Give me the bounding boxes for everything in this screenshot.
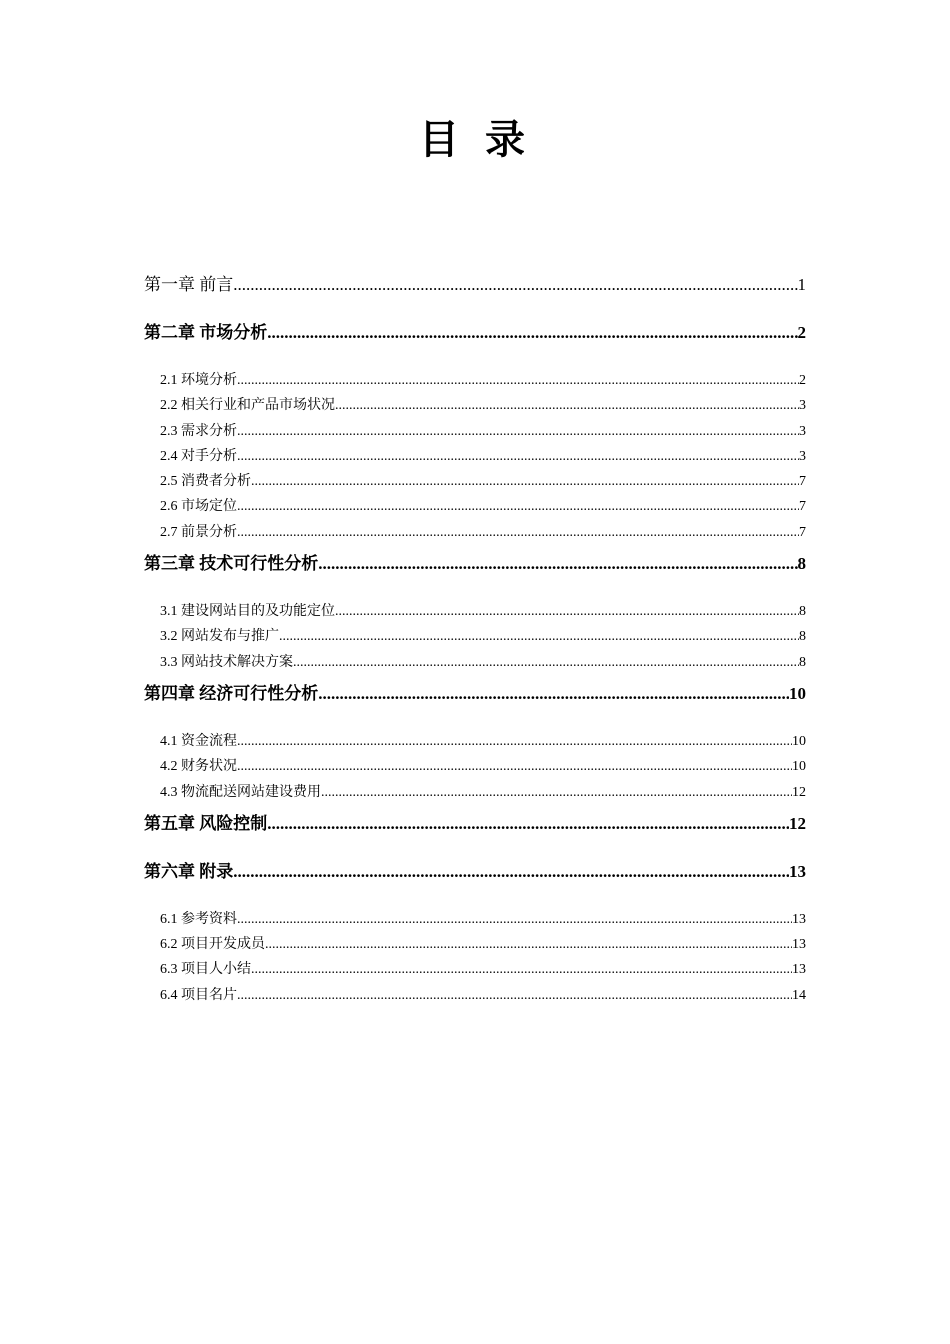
toc-page-number: 3 (799, 398, 806, 414)
toc-page-number: 13 (792, 937, 806, 953)
toc-entry-label: 3.2 网站发布与推广 (160, 629, 279, 645)
toc-entry-label: 4.2 财务状况 (160, 759, 237, 775)
toc-entry-label: 第二章 市场分析 (144, 323, 268, 342)
toc-section-2-6[interactable] (144, 494, 806, 519)
toc-page-number: 10 (792, 733, 806, 749)
toc-section-4-1[interactable] (144, 729, 806, 754)
toc-page-number: 13 (789, 861, 806, 881)
toc-entry-label: 2.4 对手分析 (160, 448, 237, 464)
toc-page-number: 8 (799, 654, 806, 670)
toc-section-2-1[interactable] (144, 368, 806, 393)
toc-page-number: 2 (797, 323, 806, 342)
dot-leader (321, 780, 792, 805)
toc-section-4-3[interactable] (144, 780, 806, 805)
toc-section-3-1[interactable] (144, 599, 806, 624)
toc-section-3-3[interactable] (144, 650, 806, 675)
dot-leader (279, 624, 799, 649)
toc-section-3-2[interactable] (144, 624, 806, 649)
toc-entry-label: 第一章 前言 (144, 275, 234, 294)
toc-entry-label: 6.4 项目名片 (160, 987, 237, 1003)
toc-entry-label: 2.3 需求分析 (160, 423, 237, 439)
toc-page-number: 7 (799, 524, 806, 540)
toc-entry-label: 第四章 经济可行性分析 (144, 683, 319, 703)
toc-section-2-2[interactable] (144, 393, 806, 418)
toc-page-number: 7 (799, 474, 806, 490)
toc-page-number: 1 (797, 275, 806, 294)
toc-page-number: 8 (799, 604, 806, 620)
toc-chapter-6[interactable] (144, 853, 806, 891)
toc-page-number: 14 (792, 987, 806, 1003)
toc-section-6-2[interactable] (144, 932, 806, 957)
toc-chapter-5[interactable] (144, 805, 806, 843)
toc-page-number: 12 (792, 784, 806, 800)
dot-leader (335, 393, 799, 418)
dot-leader (251, 469, 799, 494)
dot-leader (335, 599, 799, 624)
toc-page-number: 3 (799, 423, 806, 439)
toc-page-number: 13 (792, 911, 806, 927)
toc-section-2-4[interactable] (144, 444, 806, 469)
toc-page-number: 7 (799, 499, 806, 515)
dot-leader (237, 444, 799, 469)
dot-leader (237, 520, 799, 545)
dot-leader (318, 545, 797, 583)
dot-leader (318, 675, 789, 713)
toc-section-4-2[interactable] (144, 754, 806, 779)
toc-entry-label: 2.6 市场定位 (160, 499, 237, 515)
table-of-contents (144, 266, 806, 1008)
toc-entry-label: 6.2 项目开发成员 (160, 937, 265, 953)
toc-entry-label: 4.1 资金流程 (160, 733, 237, 749)
toc-chapter-2[interactable] (144, 314, 806, 352)
toc-entry-label: 2.2 相关行业和产品市场状况 (160, 398, 335, 414)
toc-page-number: 8 (797, 554, 806, 574)
dot-leader (237, 907, 792, 932)
toc-entry-label: 6.3 项目人小结 (160, 962, 251, 978)
toc-entry-label: 第三章 技术可行性分析 (144, 554, 319, 574)
toc-section-2-5[interactable] (144, 469, 806, 494)
toc-page-number: 3 (799, 448, 806, 464)
dot-leader (237, 729, 792, 754)
dot-leader (237, 494, 799, 519)
dot-leader (267, 314, 797, 352)
toc-section-6-4[interactable] (144, 983, 806, 1008)
toc-page-number: 2 (799, 373, 806, 388)
toc-section-6-1[interactable] (144, 907, 806, 932)
toc-entry-label: 6.1 参考资料 (160, 911, 237, 927)
toc-page-number: 8 (799, 629, 806, 645)
toc-chapter-3[interactable] (144, 545, 806, 583)
dot-leader (237, 983, 792, 1008)
toc-chapter-1[interactable] (144, 266, 806, 304)
toc-entry-label: 4.3 物流配送网站建设费用 (160, 784, 321, 800)
dot-leader (237, 419, 799, 444)
dot-leader (265, 932, 792, 957)
toc-section-6-3[interactable] (144, 957, 806, 982)
toc-entry-label: 3.3 网站技术解决方案 (160, 654, 293, 670)
toc-chapter-4[interactable] (144, 675, 806, 713)
toc-entry-label: 2.7 前景分析 (160, 524, 237, 540)
dot-leader (233, 266, 797, 304)
toc-page-number: 10 (789, 683, 806, 703)
toc-entry-label: 第六章 附录 (144, 861, 234, 881)
toc-page-number: 13 (792, 962, 806, 978)
toc-entry-label: 2.5 消费者分析 (160, 474, 251, 490)
toc-section-2-7[interactable] (144, 520, 806, 545)
dot-leader (233, 853, 789, 891)
toc-entry-label: 3.1 建设网站目的及功能定位 (160, 604, 335, 620)
dot-leader (267, 805, 789, 843)
dot-leader (293, 650, 799, 675)
toc-entry-label: 2.1 环境分析 (160, 373, 237, 388)
page-title: 目 录 (419, 116, 531, 163)
dot-leader (237, 368, 799, 393)
toc-page-number: 10 (792, 759, 806, 775)
dot-leader (237, 754, 792, 779)
toc-entry-label: 第五章 风险控制 (144, 813, 268, 833)
toc-section-2-3[interactable] (144, 419, 806, 444)
dot-leader (251, 957, 792, 982)
toc-page-number: 12 (789, 813, 806, 833)
